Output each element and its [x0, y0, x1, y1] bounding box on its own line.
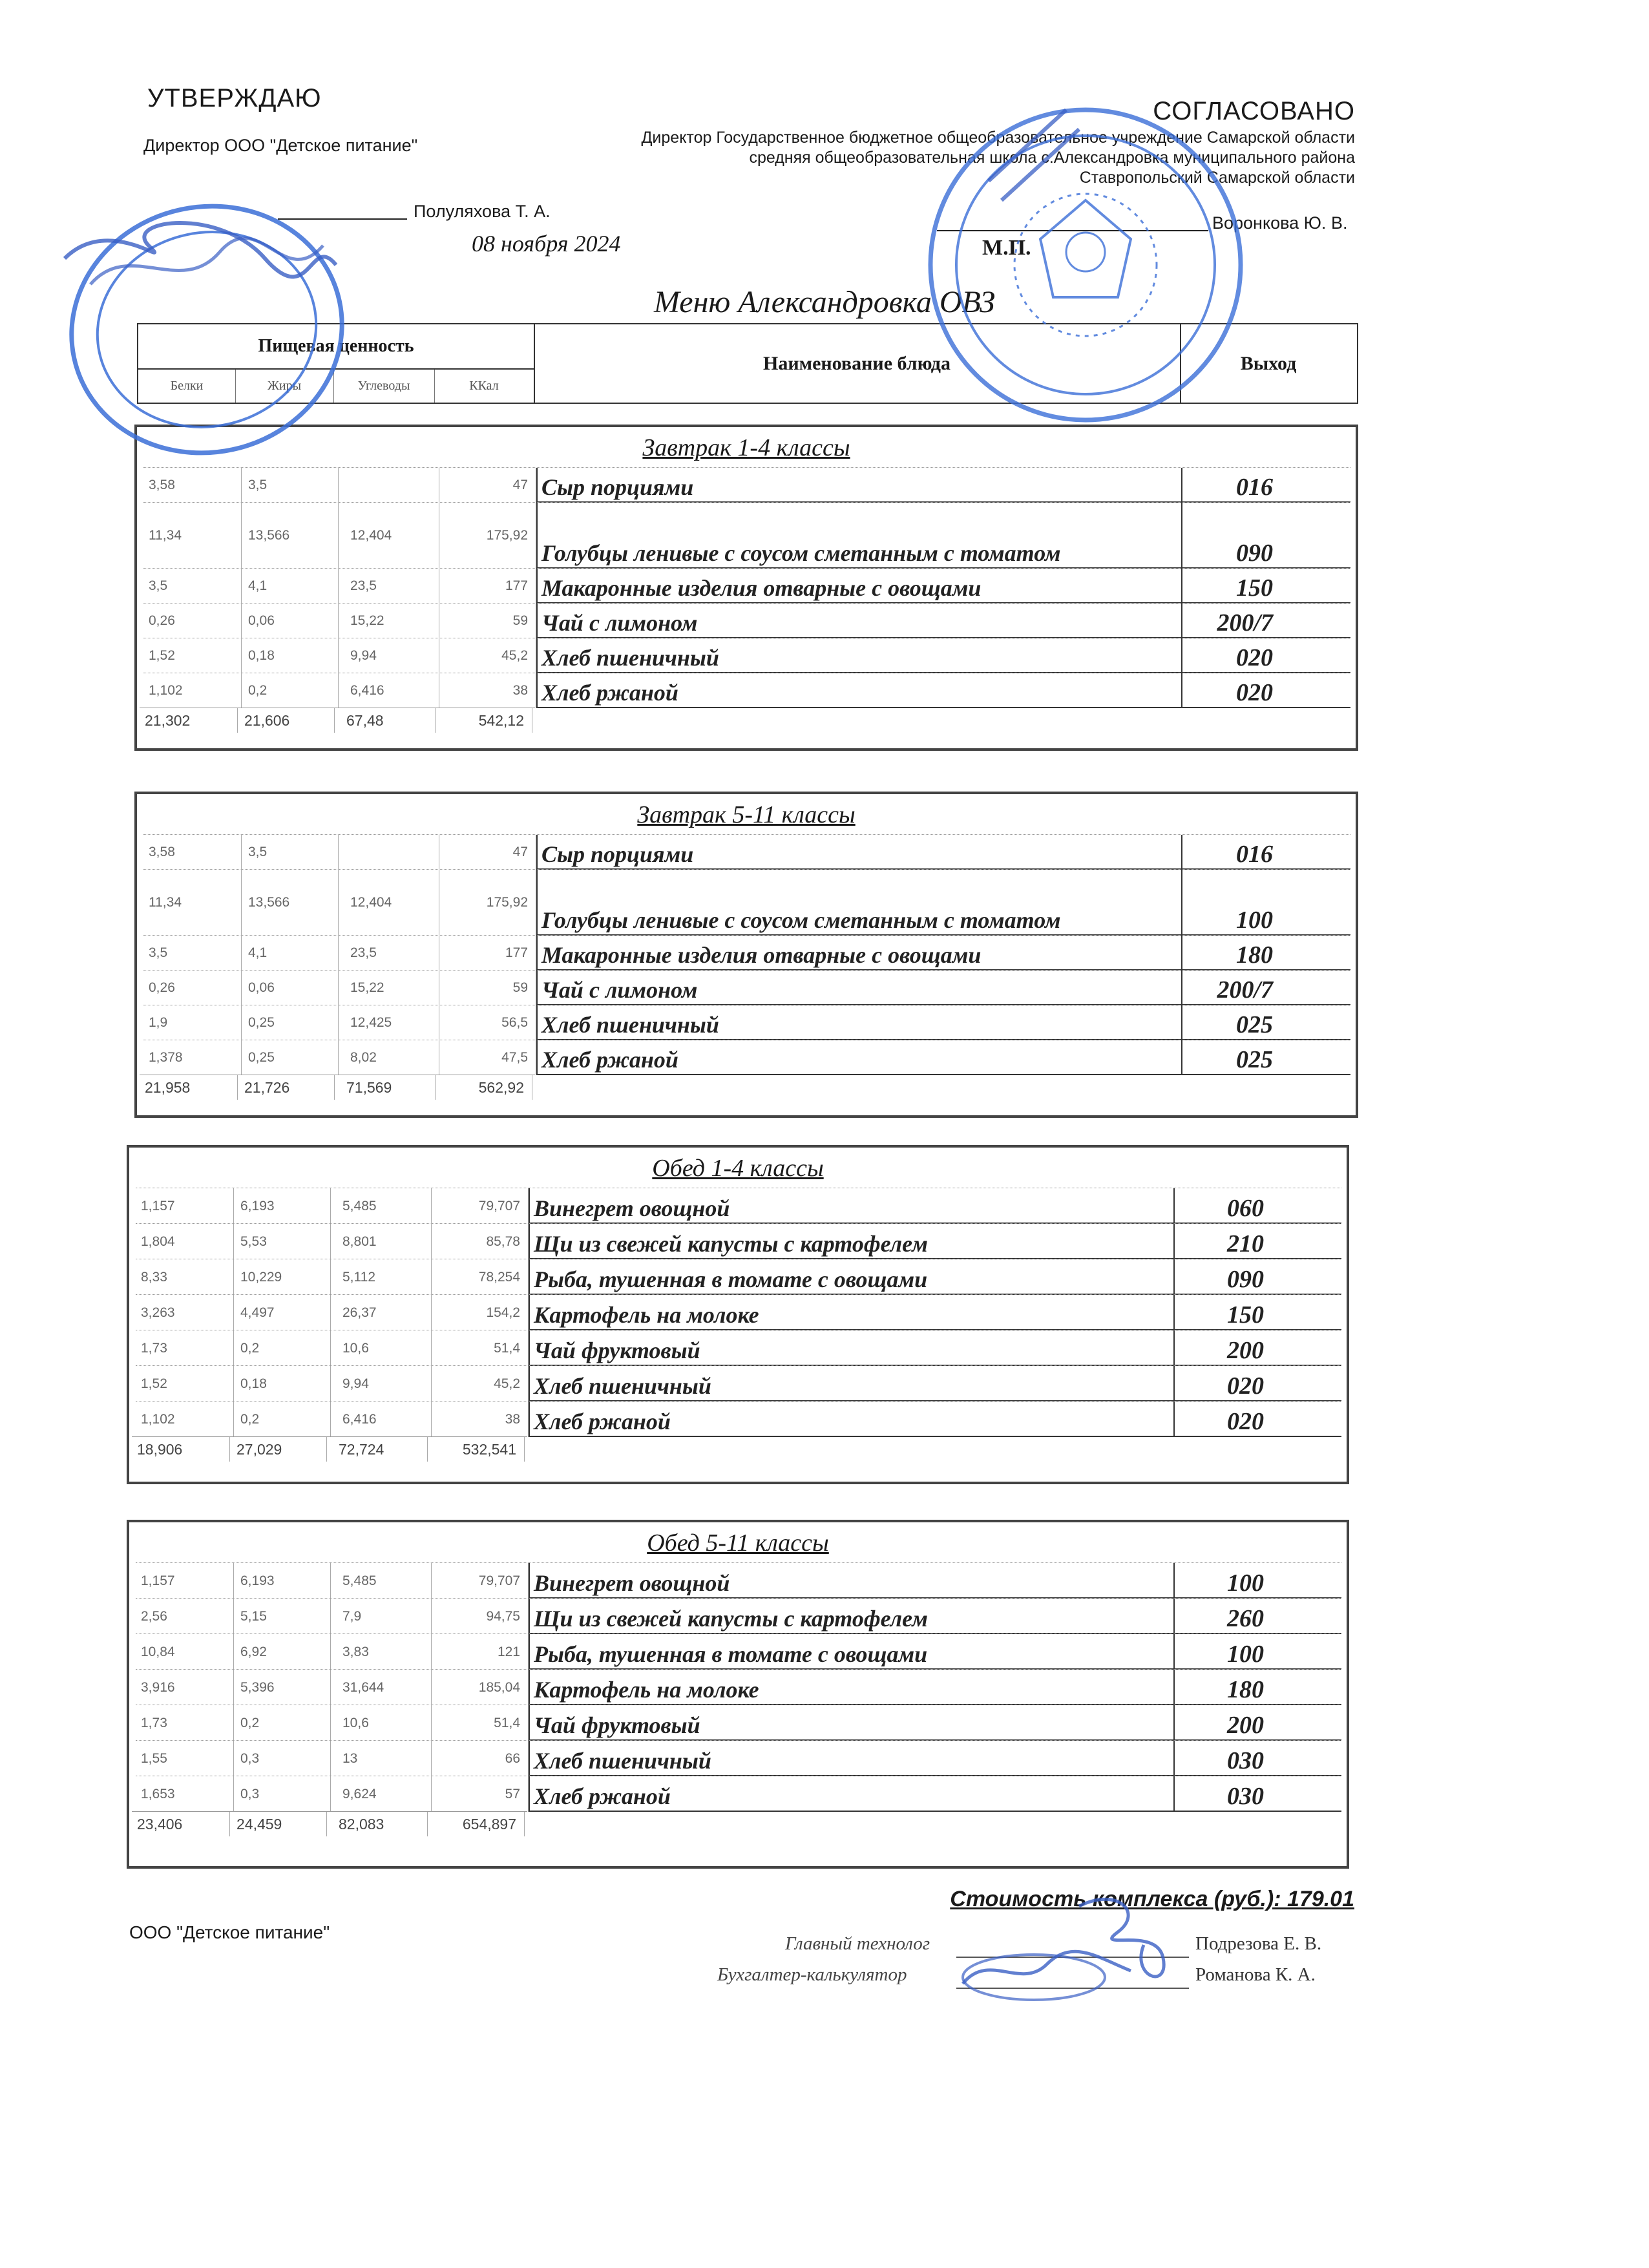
protein-value: 11,34 — [143, 870, 242, 936]
protein-value: 0,26 — [143, 604, 242, 638]
chief-technologist-label: Главный технолог — [785, 1933, 930, 1954]
carbs-header: Углеводы — [333, 370, 435, 403]
menu-row — [143, 869, 1350, 936]
dish-name: Голубцы ленивые с соусом сметанным с томатом — [536, 503, 1182, 569]
protein-value: 3,5 — [143, 936, 242, 971]
fat-value: 4,1 — [242, 936, 339, 971]
fat-value: 13,566 — [242, 503, 339, 569]
dish-name: Хлеб пшеничный — [529, 1741, 1175, 1776]
kcal-value: 121 — [432, 1634, 529, 1670]
section-totals — [140, 708, 535, 733]
fat-value: 5,15 — [234, 1599, 331, 1634]
menu-section — [134, 792, 1358, 1118]
protein-value: 1,73 — [136, 1330, 234, 1366]
menu-section — [127, 1145, 1349, 1484]
protein-value: 1,378 — [143, 1040, 242, 1075]
protein-value: 0,26 — [143, 971, 242, 1005]
kcal-value: 38 — [432, 1402, 529, 1437]
carb-value: 12,404 — [339, 503, 439, 569]
kcal-value: 175,92 — [439, 870, 536, 936]
kcal-value: 45,2 — [439, 638, 536, 673]
proteins-header: Белки — [138, 370, 236, 403]
kcal-value: 85,78 — [432, 1224, 529, 1259]
dish-name: Чай с лимоном — [536, 971, 1182, 1005]
menu-row — [143, 935, 1350, 971]
dish-output: 060 — [1175, 1188, 1341, 1224]
carb-value: 8,02 — [339, 1040, 439, 1075]
kcal-value: 56,5 — [439, 1005, 536, 1040]
protein-value: 1,52 — [136, 1366, 234, 1402]
protein-value: 1,102 — [143, 673, 242, 708]
carb-value: 13 — [331, 1741, 432, 1776]
carb-value: 23,5 — [339, 936, 439, 971]
dish-name: Хлеб ржаной — [536, 673, 1182, 708]
total-protein: 21,958 — [140, 1075, 238, 1100]
dish-output: 030 — [1175, 1741, 1341, 1776]
menu-row — [143, 568, 1350, 604]
dish-name: Хлеб пшеничный — [529, 1366, 1175, 1402]
dish-output: 030 — [1175, 1776, 1341, 1812]
total-protein: 21,302 — [140, 708, 238, 733]
dish-name: Чай с лимоном — [536, 604, 1182, 638]
section-title-text: Обед 1-4 классы — [652, 1155, 824, 1182]
protein-value: 3,5 — [143, 569, 242, 604]
section-totals — [132, 1436, 527, 1462]
menu-row — [136, 1776, 1341, 1812]
protein-value: 1,653 — [136, 1776, 234, 1812]
kcal-value: 154,2 — [432, 1295, 529, 1330]
menu-row — [136, 1740, 1341, 1776]
protein-value: 1,73 — [136, 1705, 234, 1741]
menu-row — [143, 1040, 1350, 1075]
carb-value: 5,112 — [331, 1259, 432, 1295]
dish-output: 180 — [1182, 936, 1350, 971]
kcal-value: 51,4 — [432, 1330, 529, 1366]
protein-value: 3,58 — [143, 835, 242, 870]
fat-value: 3,5 — [242, 468, 339, 503]
menu-row — [136, 1401, 1341, 1437]
kcal-value: 79,707 — [432, 1188, 529, 1224]
dish-output: 180 — [1175, 1670, 1341, 1705]
dish-output: 016 — [1182, 835, 1350, 870]
carb-value: 12,425 — [339, 1005, 439, 1040]
menu-row — [143, 834, 1350, 870]
menu-row — [136, 1598, 1341, 1634]
menu-row — [136, 1633, 1341, 1670]
dish-name: Хлеб ржаной — [529, 1776, 1175, 1812]
kcal-value: 45,2 — [432, 1366, 529, 1402]
dish-name: Хлеб пшеничный — [536, 638, 1182, 673]
total-kcal: 654,897 — [428, 1812, 525, 1836]
approve-name: Полуляхова Т. А. — [414, 202, 551, 221]
fat-value: 0,25 — [242, 1005, 339, 1040]
total-protein: 18,906 — [132, 1437, 230, 1462]
dish-output: 025 — [1182, 1005, 1350, 1040]
section-title — [137, 801, 1356, 829]
total-fat: 27,029 — [230, 1437, 327, 1462]
carb-value: 12,404 — [339, 870, 439, 936]
fat-value: 0,18 — [242, 638, 339, 673]
section-title — [129, 1529, 1347, 1557]
dish-name: Макаронные изделия отварные с овощами — [536, 569, 1182, 604]
fat-value: 0,2 — [234, 1402, 331, 1437]
protein-value: 1,52 — [143, 638, 242, 673]
section-title-text: Завтрак 1-4 классы — [642, 434, 850, 461]
total-carb: 72,724 — [327, 1437, 428, 1462]
carb-value: 15,22 — [339, 971, 439, 1005]
accountant-name: Романова К. А. — [1195, 1964, 1316, 1985]
dish-output: 016 — [1182, 468, 1350, 503]
kcal-value: 59 — [439, 971, 536, 1005]
carb-value: 6,416 — [339, 673, 439, 708]
fat-value: 0,18 — [234, 1366, 331, 1402]
protein-value: 2,56 — [136, 1599, 234, 1634]
fat-value: 6,193 — [234, 1563, 331, 1599]
carb-value: 7,9 — [331, 1599, 432, 1634]
signatures — [950, 1887, 1221, 2016]
carb-value: 31,644 — [331, 1670, 432, 1705]
fat-value: 3,5 — [242, 835, 339, 870]
section-totals — [132, 1811, 527, 1836]
kcal-value: 51,4 — [432, 1705, 529, 1741]
dish-name: Щи из свежей капусты с картофелем — [529, 1599, 1175, 1634]
menu-title: Меню Александровка ОВЗ — [654, 285, 995, 319]
menu-row — [143, 1005, 1350, 1040]
dish-output: 200 — [1175, 1330, 1341, 1366]
total-fat: 21,726 — [238, 1075, 335, 1100]
dish-name: Картофель на молоке — [529, 1670, 1175, 1705]
dish-output: 100 — [1175, 1634, 1341, 1670]
carb-value: 5,485 — [331, 1563, 432, 1599]
dish-output: 200 — [1175, 1705, 1341, 1741]
dish-name: Винегрет овощной — [529, 1188, 1175, 1224]
agree-title: СОГЛАСОВАНО — [1153, 97, 1355, 125]
protein-value: 1,804 — [136, 1224, 234, 1259]
kcal-value: 177 — [439, 936, 536, 971]
company-stamp — [52, 187, 362, 472]
menu-row — [143, 467, 1350, 503]
kcal-value: 175,92 — [439, 503, 536, 569]
protein-value: 1,157 — [136, 1188, 234, 1224]
carb-value: 15,22 — [339, 604, 439, 638]
kcal-value: 78,254 — [432, 1259, 529, 1295]
chief-technologist-name: Подрезова Е. В. — [1195, 1933, 1322, 1954]
carb-value — [339, 468, 439, 503]
protein-value: 8,33 — [136, 1259, 234, 1295]
total-carb: 71,569 — [335, 1075, 436, 1100]
menu-row — [136, 1669, 1341, 1705]
agree-name: Воронкова Ю. В. — [1212, 213, 1348, 233]
kcal-value: 57 — [432, 1776, 529, 1812]
protein-value: 3,916 — [136, 1670, 234, 1705]
carb-value: 9,94 — [339, 638, 439, 673]
accountant-label: Бухгалтер-калькулятор — [717, 1964, 907, 1985]
section-totals — [140, 1075, 535, 1100]
total-carb: 67,48 — [335, 708, 436, 733]
dish-output: 260 — [1175, 1599, 1341, 1634]
dish-output: 100 — [1175, 1563, 1341, 1599]
total-fat: 24,459 — [230, 1812, 327, 1836]
section-title-text: Обед 5-11 классы — [647, 1529, 829, 1557]
dish-output: 150 — [1175, 1295, 1341, 1330]
menu-row — [136, 1330, 1341, 1366]
dish-name: Чай фруктовый — [529, 1330, 1175, 1366]
kcal-value: 66 — [432, 1741, 529, 1776]
school-stamp — [911, 90, 1260, 439]
dish-output: 150 — [1182, 569, 1350, 604]
menu-row — [143, 603, 1350, 638]
total-fat: 21,606 — [238, 708, 335, 733]
protein-value: 11,34 — [143, 503, 242, 569]
dish-name: Винегрет овощной — [529, 1563, 1175, 1599]
menu-row — [136, 1562, 1341, 1599]
carb-value: 9,624 — [331, 1776, 432, 1812]
stamp-place-label: М.П. — [982, 236, 1031, 260]
protein-value: 3,58 — [143, 468, 242, 503]
dish-name: Картофель на молоке — [529, 1295, 1175, 1330]
menu-row — [136, 1365, 1341, 1402]
dish-name: Чай фруктовый — [529, 1705, 1175, 1741]
fat-value: 4,497 — [234, 1295, 331, 1330]
fat-value: 6,193 — [234, 1188, 331, 1224]
menu-row — [143, 673, 1350, 708]
dish-name: Хлеб ржаной — [529, 1402, 1175, 1437]
section-title-text: Завтрак 5-11 классы — [637, 801, 856, 828]
kcal-value: 59 — [439, 604, 536, 638]
kcal-value: 47,5 — [439, 1040, 536, 1075]
carb-value: 6,416 — [331, 1402, 432, 1437]
protein-value: 1,102 — [136, 1402, 234, 1437]
fat-value: 0,06 — [242, 971, 339, 1005]
kcal-value: 38 — [439, 673, 536, 708]
menu-row — [136, 1223, 1341, 1259]
carb-value: 26,37 — [331, 1295, 432, 1330]
footer-company: ООО "Детское питание" — [129, 1922, 330, 1942]
fat-value: 0,3 — [234, 1741, 331, 1776]
total-kcal: 562,92 — [436, 1075, 532, 1100]
menu-row — [143, 970, 1350, 1005]
fat-value: 6,92 — [234, 1634, 331, 1670]
menu-section — [127, 1520, 1349, 1869]
menu-row — [136, 1259, 1341, 1295]
dish-output: 090 — [1175, 1259, 1341, 1295]
fats-header: Жиры — [235, 370, 334, 403]
fat-value: 0,2 — [234, 1705, 331, 1741]
fat-value: 5,396 — [234, 1670, 331, 1705]
nutrition-title: Пищевая ценность — [138, 324, 534, 370]
total-carb: 82,083 — [327, 1812, 428, 1836]
kcal-value: 94,75 — [432, 1599, 529, 1634]
carb-value: 23,5 — [339, 569, 439, 604]
menu-row — [136, 1294, 1341, 1330]
protein-value: 10,84 — [136, 1634, 234, 1670]
dish-output: 090 — [1182, 503, 1350, 569]
menu-section — [134, 425, 1358, 751]
dish-output: 025 — [1182, 1040, 1350, 1075]
carb-value: 3,83 — [331, 1634, 432, 1670]
menu-row — [143, 502, 1350, 569]
total-kcal: 542,12 — [436, 708, 532, 733]
kcal-header: ККал — [469, 379, 499, 393]
dish-output: 100 — [1182, 870, 1350, 936]
dish-name: Щи из свежей капусты с картофелем — [529, 1224, 1175, 1259]
dish-output: 200/7 — [1182, 971, 1350, 1005]
carb-value: 8,801 — [331, 1224, 432, 1259]
fat-value: 0,2 — [242, 673, 339, 708]
carb-value: 10,6 — [331, 1330, 432, 1366]
fat-value: 0,2 — [234, 1330, 331, 1366]
kcal-value: 47 — [439, 835, 536, 870]
agree-position: Директор Государственное бюджетное общеобразовательное учреждение Самарской области средняя общеобразовательная школа с.Александровка муниципального района Ставропольский Самарской области — [641, 129, 1355, 187]
dish-name: Рыба, тушенная в томате с овощами — [529, 1259, 1175, 1295]
dish-name: Сыр порциями — [536, 835, 1182, 870]
approve-position: Директор ООО "Детское питание" — [143, 136, 418, 155]
section-title — [129, 1154, 1347, 1182]
menu-row — [136, 1705, 1341, 1741]
dish-header: Наименование блюда — [534, 324, 1181, 403]
kcal-value: 79,707 — [432, 1563, 529, 1599]
dish-name: Сыр порциями — [536, 468, 1182, 503]
fat-value: 0,25 — [242, 1040, 339, 1075]
fat-value: 0,06 — [242, 604, 339, 638]
approve-title: УТВЕРЖДАЮ — [147, 84, 322, 112]
fat-value: 0,3 — [234, 1776, 331, 1812]
dish-name: Хлеб пшеничный — [536, 1005, 1182, 1040]
dish-name: Хлеб ржаной — [536, 1040, 1182, 1075]
dish-name: Макаронные изделия отварные с овощами — [536, 936, 1182, 971]
dish-output: 200/7 — [1182, 604, 1350, 638]
menu-row — [143, 638, 1350, 673]
kcal-value: 185,04 — [432, 1670, 529, 1705]
total-kcal: 532,541 — [428, 1437, 525, 1462]
fat-value: 10,229 — [234, 1259, 331, 1295]
fat-value: 13,566 — [242, 870, 339, 936]
dish-output: 020 — [1182, 673, 1350, 708]
protein-value: 1,9 — [143, 1005, 242, 1040]
kcal-value: 47 — [439, 468, 536, 503]
dish-output: 210 — [1175, 1224, 1341, 1259]
kcal-value: 177 — [439, 569, 536, 604]
protein-value: 1,157 — [136, 1563, 234, 1599]
dish-output: 020 — [1175, 1366, 1341, 1402]
fat-value: 4,1 — [242, 569, 339, 604]
document-date: 08 ноября 2024 — [472, 231, 621, 257]
protein-value: 3,263 — [136, 1295, 234, 1330]
carb-value — [339, 835, 439, 870]
menu-row — [136, 1188, 1341, 1224]
total-protein: 23,406 — [132, 1812, 230, 1836]
dish-name: Рыба, тушенная в томате с овощами — [529, 1634, 1175, 1670]
carb-value: 9,94 — [331, 1366, 432, 1402]
dish-output: 020 — [1182, 638, 1350, 673]
dish-name: Голубцы ленивые с соусом сметанным с томатом — [536, 870, 1182, 936]
dish-output: 020 — [1175, 1402, 1341, 1437]
protein-value: 1,55 — [136, 1741, 234, 1776]
carb-value: 5,485 — [331, 1188, 432, 1224]
carb-value: 10,6 — [331, 1705, 432, 1741]
output-header: Выход — [1240, 353, 1297, 374]
fat-value: 5,53 — [234, 1224, 331, 1259]
complex-cost: Стоимость комплекса (руб.): 179.01 — [950, 1887, 1354, 1911]
